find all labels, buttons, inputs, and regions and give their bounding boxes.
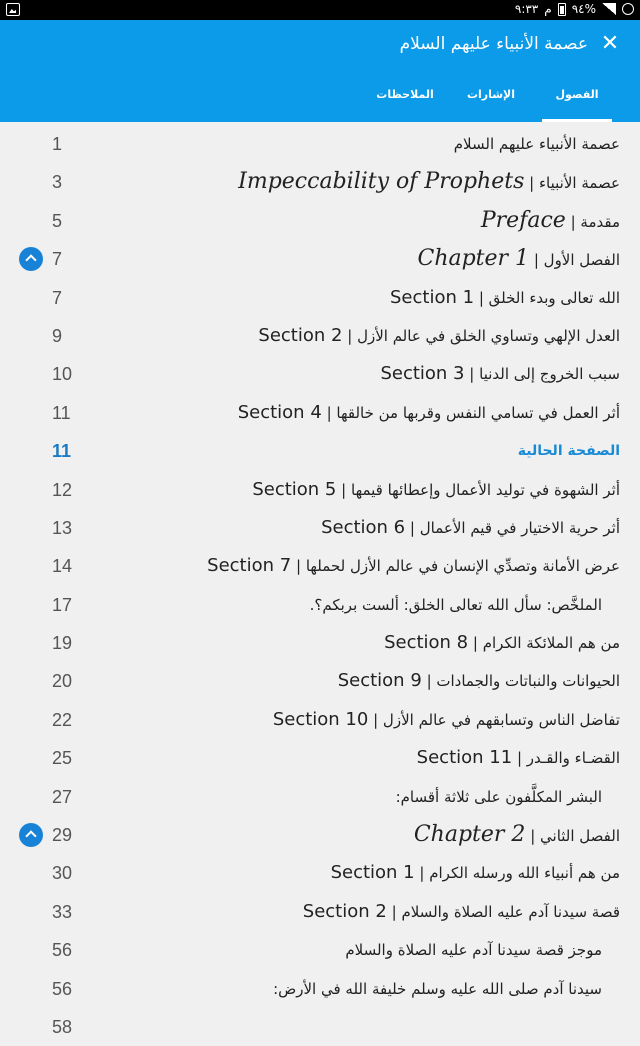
list-item[interactable] (0, 240, 640, 278)
list-item[interactable] (0, 547, 640, 585)
tab-bar (362, 80, 640, 122)
item-title: الفصل الأول | (533, 251, 620, 270)
page-number: 14 (52, 556, 73, 577)
collapse-icon[interactable] (19, 247, 43, 271)
list-item[interactable] (0, 279, 640, 317)
page-number: 7 (52, 249, 63, 270)
item-title: قصة سيدنا آدم عليه الصلاة والسلام | (391, 902, 620, 921)
item-title: الله تعالى وبدء الخلق | (478, 288, 620, 307)
item-subtitle: Preface (480, 207, 566, 233)
page-number: 11 (52, 402, 71, 423)
page-number: 9 (52, 325, 63, 346)
list-item[interactable] (0, 317, 640, 355)
item-subtitle: Section 10 (272, 708, 369, 730)
item-title: سبب الخروج إلى الدنيا | (469, 365, 620, 384)
list-item[interactable] (0, 624, 640, 662)
item-title: عصمة الأنبياء عليهم السلام (453, 135, 620, 153)
chapters-list (0, 125, 640, 1037)
item-title: الملخَّص: سأل الله تعالى الخلق: ألست بربكم؟. (309, 595, 602, 614)
page-number: 17 (52, 594, 73, 615)
list-item[interactable] (0, 931, 640, 969)
list-item[interactable] (0, 125, 640, 163)
item-title: مقدمة | (570, 212, 620, 231)
item-title: الحيوانات والنباتات والجمادات | (426, 672, 620, 691)
item-title: عرض الأمانة وتصدِّي الإنسان في عالم الأزل لحملها | (296, 557, 620, 576)
item-title: من هم الملائكة الكرام | (472, 634, 620, 653)
gallery-icon (6, 3, 20, 16)
item-subtitle: Chapter 2 (413, 822, 526, 848)
list-item[interactable] (0, 893, 640, 931)
battery-icon (558, 3, 566, 16)
item-title: عصمة الأنبياء | (529, 174, 620, 193)
list-item[interactable] (0, 970, 640, 1008)
item-title: الفصل الثاني | (530, 827, 620, 846)
page-number: 19 (52, 633, 73, 654)
current-page-item[interactable] (0, 432, 640, 470)
item-subtitle: Section 1 (330, 862, 415, 884)
page-number: 5 (52, 210, 63, 231)
item-subtitle: Section 5 (252, 478, 337, 500)
list-item[interactable] (0, 586, 640, 624)
item-title: الصفحة الحالية (517, 443, 620, 460)
item-title: العدل الإلهي وتساوي الخلق في عالم الأزل | (347, 326, 620, 345)
list-item[interactable] (0, 394, 640, 432)
page-number: 58 (52, 1016, 73, 1037)
list-item[interactable] (0, 854, 640, 892)
item-subtitle: Section 4 (237, 401, 322, 423)
signal-icon (602, 3, 616, 15)
page-number: 13 (52, 517, 73, 538)
page-number: 33 (52, 901, 73, 922)
item-subtitle: Section 1 (389, 286, 475, 308)
page-number: 3 (52, 172, 63, 193)
item-subtitle: Section 7 (207, 555, 292, 577)
close-icon[interactable]: ✕ (600, 31, 620, 56)
page-number: 22 (52, 709, 73, 730)
battery-percent: ٩٤% (571, 2, 596, 16)
item-title: تفاضل الناس وتسابقهم في عالم الأزل | (373, 710, 620, 729)
tab-chapters[interactable]: الفصول (534, 80, 620, 122)
tab-bookmarks[interactable]: الإشارات (466, 88, 516, 101)
list-item[interactable] (0, 509, 640, 547)
status-time: ٩:٣٣ (514, 2, 539, 16)
item-title: أثر حرية الاختيار في قيم الأعمال | (409, 518, 620, 537)
page-number: 30 (52, 863, 73, 884)
page-number: 1 (52, 134, 63, 154)
status-bar (0, 0, 640, 20)
page-number: 11 (52, 441, 72, 462)
list-item[interactable] (0, 739, 640, 777)
app-bar (0, 20, 640, 122)
list-item[interactable] (0, 163, 640, 201)
list-item[interactable] (0, 355, 640, 393)
item-title: موجز قصة سيدنا آدم عليه الصلاة والسلام (345, 941, 602, 960)
status-right: ٩:٣٣ م ٩٤% (515, 2, 634, 16)
tab-notes[interactable]: الملاحظات (376, 88, 434, 101)
page-number: 29 (52, 825, 73, 846)
item-subtitle: Section 6 (321, 516, 406, 538)
page-number: 56 (52, 940, 73, 961)
item-title: القضـاء والقـدر | (516, 749, 620, 768)
page-number: 10 (52, 364, 73, 385)
collapse-icon[interactable] (19, 823, 43, 847)
item-title: البشر المكلَّفون على ثلاثة أقسام: (395, 787, 602, 806)
item-subtitle: Impeccability of Prophets (238, 169, 525, 195)
item-subtitle: Section 2 (258, 324, 343, 346)
item-title: أثر الشهوة في توليد الأعمال وإعطائها قيمها | (341, 480, 620, 499)
page-number: 7 (52, 287, 63, 308)
list-item[interactable] (0, 662, 640, 700)
item-title: أثر العمل في تسامي النفس وقربها من خالقها | (326, 403, 620, 422)
item-subtitle: Section 11 (416, 747, 513, 769)
list-item[interactable] (0, 701, 640, 739)
list-item[interactable] (0, 778, 640, 816)
list-item[interactable] (0, 1008, 640, 1046)
item-subtitle: Chapter 1 (417, 246, 530, 272)
page-title: عصمة الأنبياء عليهم السلام (399, 34, 588, 54)
item-subtitle: Section 9 (337, 670, 422, 692)
page-number: 27 (52, 786, 73, 807)
page-number: 25 (52, 748, 73, 769)
item-title: من هم أنبياء الله ورسله الكرام | (419, 864, 620, 883)
list-item[interactable] (0, 471, 640, 509)
item-title: سيدنا آدم صلى الله عليه وسلم خليفة الله في الأرض: (273, 979, 602, 998)
list-item[interactable] (0, 816, 640, 854)
page-number: 20 (52, 671, 73, 692)
page-number: 12 (52, 479, 73, 500)
item-subtitle: Section 8 (384, 632, 469, 654)
item-subtitle: Section 2 (302, 900, 387, 922)
list-item[interactable] (0, 202, 640, 240)
page-number: 56 (52, 978, 73, 999)
item-subtitle: Section 3 (380, 363, 465, 385)
alarm-icon (622, 3, 634, 15)
